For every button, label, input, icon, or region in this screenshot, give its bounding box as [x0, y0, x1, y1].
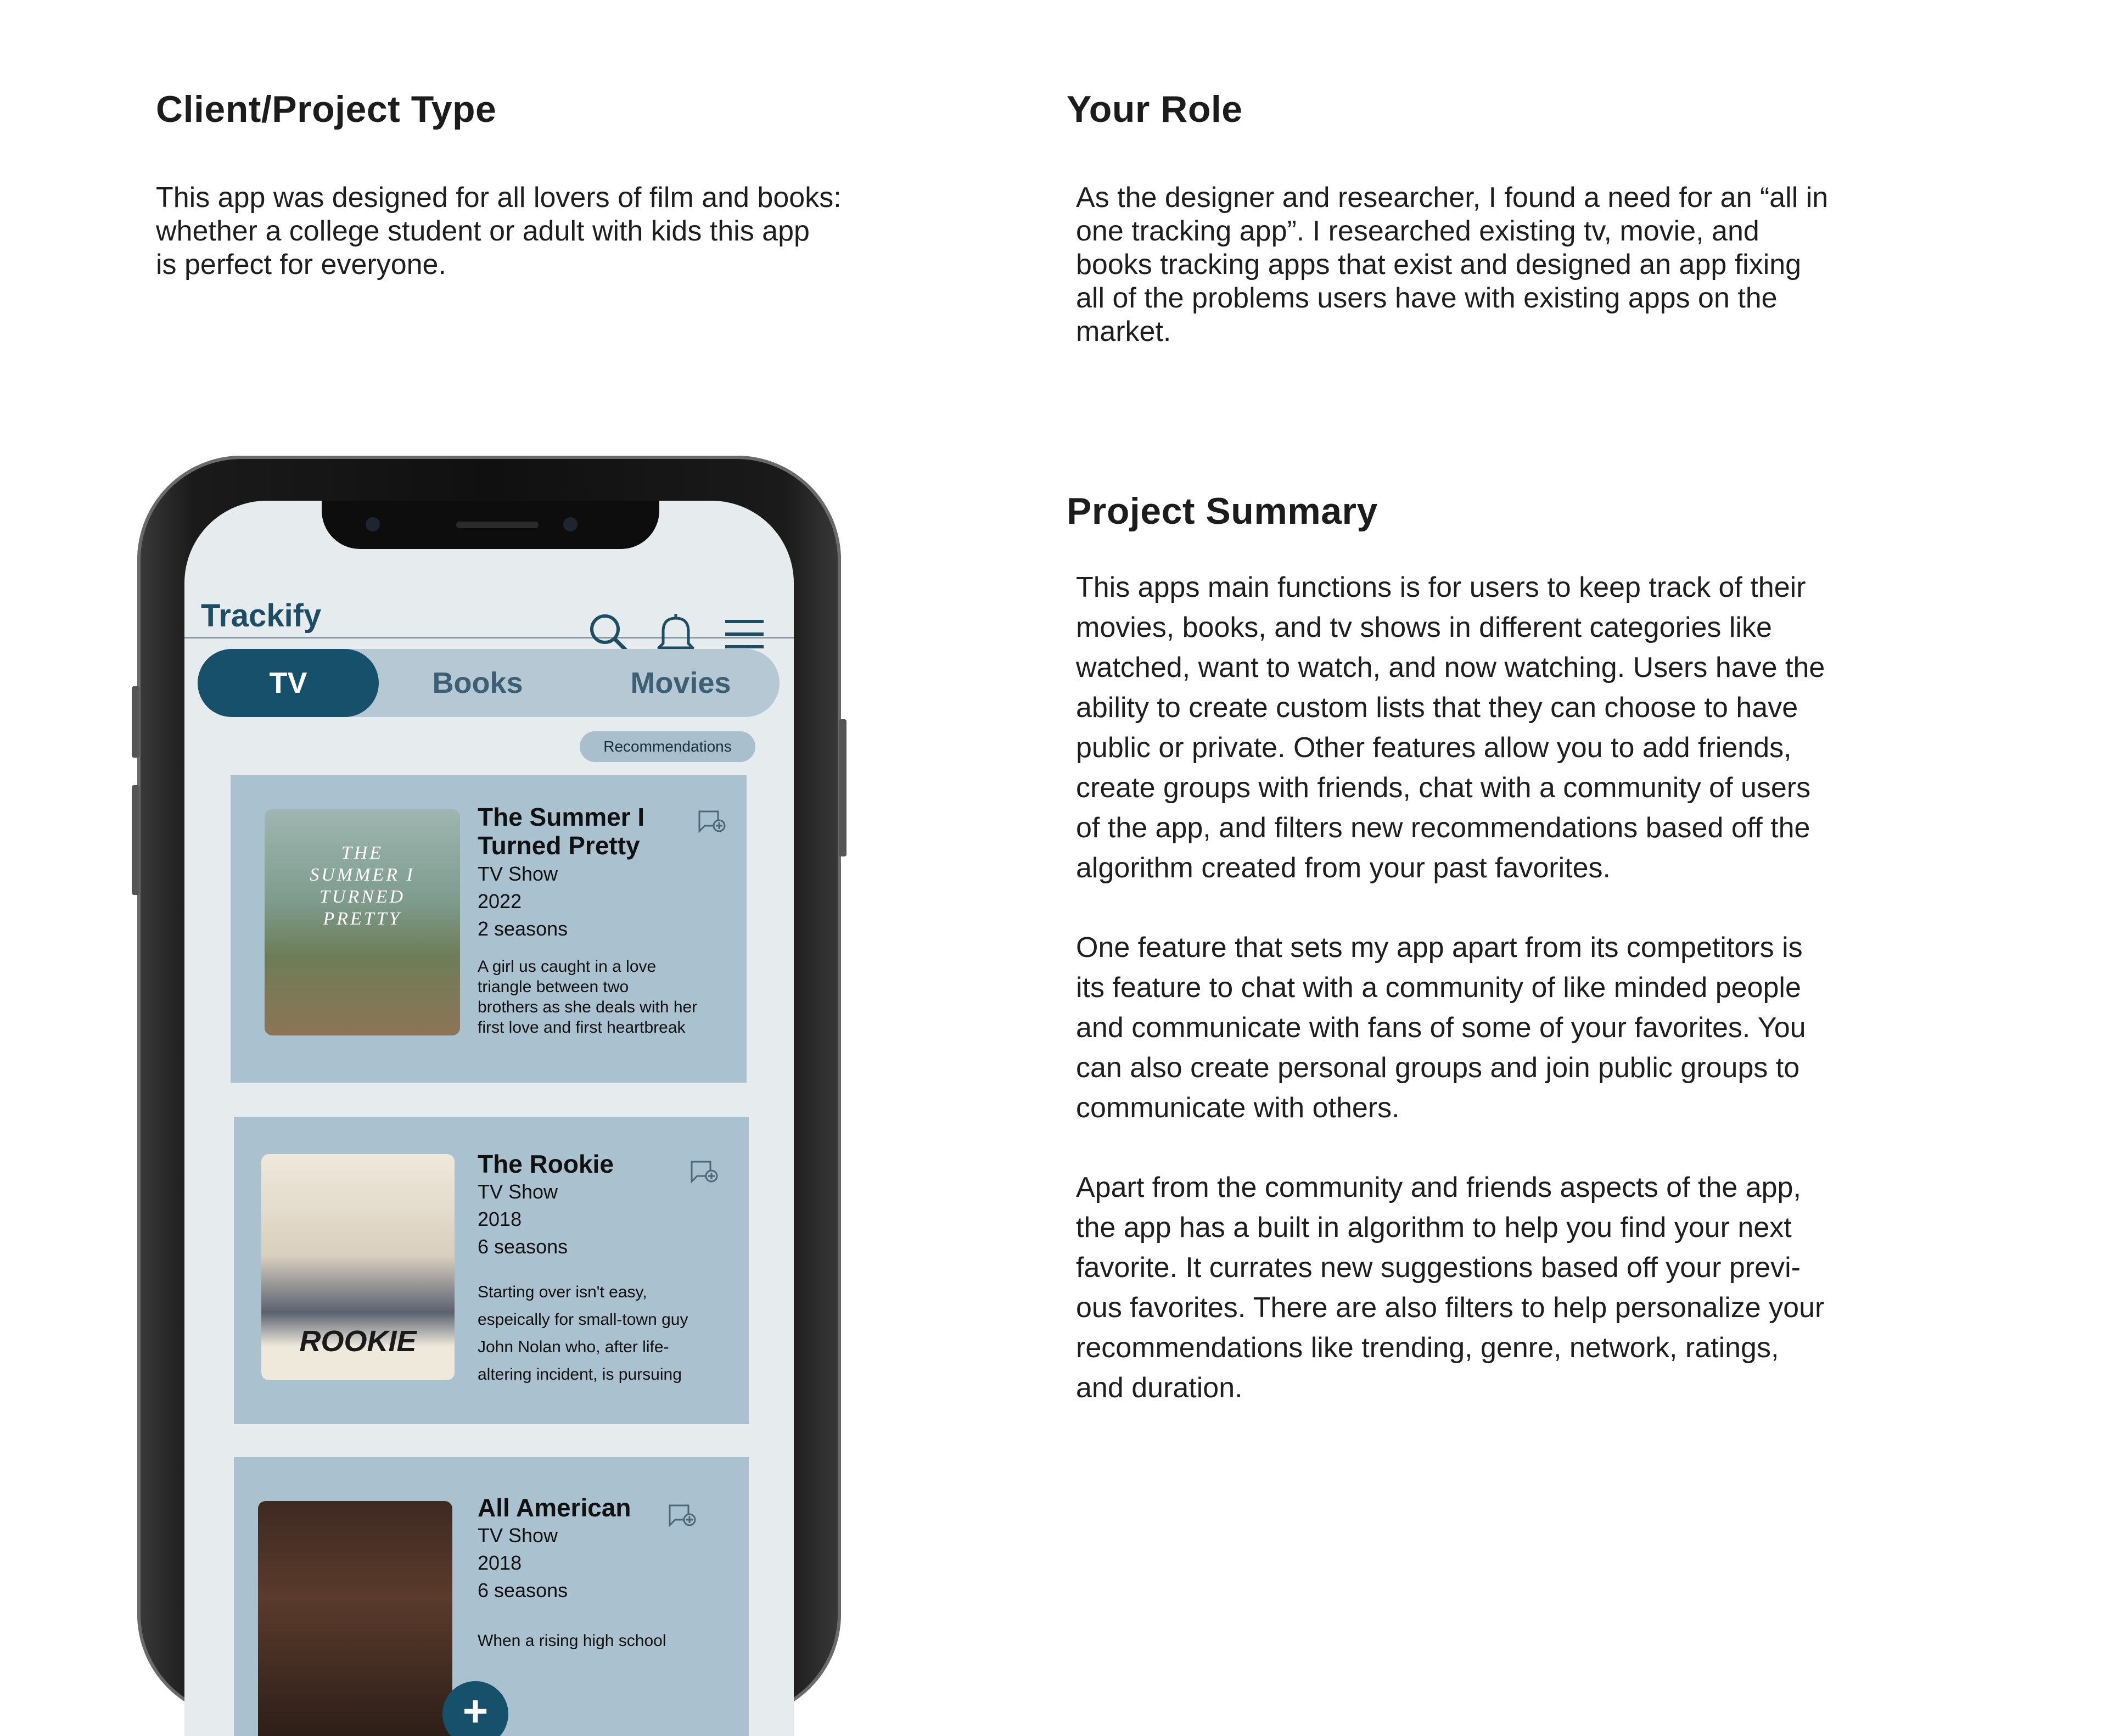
- client-text: This app was designed for all lovers of film and books: whether a college student or adult with kids this app is perfect for everyone.: [156, 182, 842, 281]
- summary-paragraph-3: Apart from the community and friends aspects of the app, the app has a built in algorithm to help you find your next favorite. It currates new suggestions based off your previ- ous favorites. There are also filters to help personalize your recommendations like trending, genre, network, ratings, and duration.: [1076, 1172, 1825, 1404]
- show-seasons: 2 seasons: [478, 917, 568, 940]
- show-poster: [261, 1154, 455, 1380]
- camera-icon: [563, 517, 578, 531]
- app-brand: Trackify: [201, 598, 322, 634]
- app-header: [184, 549, 794, 639]
- add-button[interactable]: +: [442, 1681, 508, 1736]
- show-seasons: 6 seasons: [478, 1235, 568, 1258]
- summary-body: [1076, 568, 2009, 1448]
- summary-heading: Project Summary: [1067, 490, 1378, 532]
- bookmark-add-icon[interactable]: [668, 1503, 698, 1527]
- show-description: Starting over isn't easy, espeically for small-town guy John Nolan who, after life- altering incident, is pursuing: [478, 1283, 688, 1384]
- show-seasons: 6 seasons: [478, 1579, 568, 1601]
- show-description: When a rising high school: [478, 1632, 666, 1650]
- show-title: The Rookie: [478, 1150, 614, 1178]
- show-type: TV Show: [478, 1524, 558, 1547]
- show-title: All American: [478, 1493, 631, 1522]
- camera-icon: [366, 517, 380, 531]
- phone-side-button: [132, 785, 139, 895]
- show-type: TV Show: [478, 1180, 558, 1203]
- phone-side-button: [839, 719, 846, 856]
- poster-title: THE SUMMER I TURNED PRETTY: [310, 843, 415, 929]
- show-description: A girl us caught in a love triangle between two brothers as she deals with her first love and first heartbreak: [478, 957, 698, 1037]
- role-text: As the designer and researcher, I found a need for an “all in one tracking app”. I researched existing tv, movie, and books tracking apps that exist and designed an app fixing all of the problems users have with existing apps on the market.: [1076, 182, 1829, 348]
- phone-side-button: [132, 686, 139, 758]
- bookmark-add-icon[interactable]: [697, 809, 728, 833]
- category-tabs: [198, 649, 780, 717]
- show-year: 2018: [478, 1208, 522, 1230]
- role-heading: Your Role: [1067, 88, 1243, 130]
- phone-notch: [322, 501, 659, 549]
- summary-paragraph-2: One feature that sets my app apart from its competitors is its feature to chat with a community of like minded people and communicate with fans of some of your favorites. You can also create personal groups and join public groups to communicate with others.: [1076, 932, 1806, 1124]
- show-card[interactable]: [231, 775, 747, 1083]
- summary-paragraph-1: This apps main functions is for users to keep track of their movies, books, and tv shows in different categories like watched, want to watch, and now watching. Users have the ability to create custom lists that they can choose to have public or private. Other features allow you to add friends, create groups with friends, chat with a community of users of the app, and filters new recommendations based off the algorithm created from your past favorites.: [1076, 572, 1825, 884]
- client-heading: Client/Project Type: [156, 88, 497, 130]
- phone-screen: [184, 501, 794, 1736]
- show-year: 2018: [478, 1552, 522, 1574]
- tab-books[interactable]: Books: [432, 667, 523, 699]
- show-card[interactable]: [234, 1117, 749, 1424]
- show-title: The Summer I Turned Pretty: [478, 803, 645, 860]
- poster-title: ROOKIE: [299, 1325, 417, 1358]
- speaker-grille: [456, 522, 539, 528]
- tab-tv[interactable]: TV: [198, 649, 379, 717]
- tab-movies[interactable]: Movies: [630, 667, 731, 699]
- show-poster: [265, 809, 460, 1035]
- show-year: 2022: [478, 890, 522, 912]
- show-type: TV Show: [478, 863, 558, 885]
- phone-mockup: [137, 456, 841, 1735]
- bookmark-add-icon[interactable]: [689, 1160, 720, 1184]
- show-poster: [258, 1501, 452, 1736]
- recommendations-button[interactable]: Recommendations: [580, 731, 755, 762]
